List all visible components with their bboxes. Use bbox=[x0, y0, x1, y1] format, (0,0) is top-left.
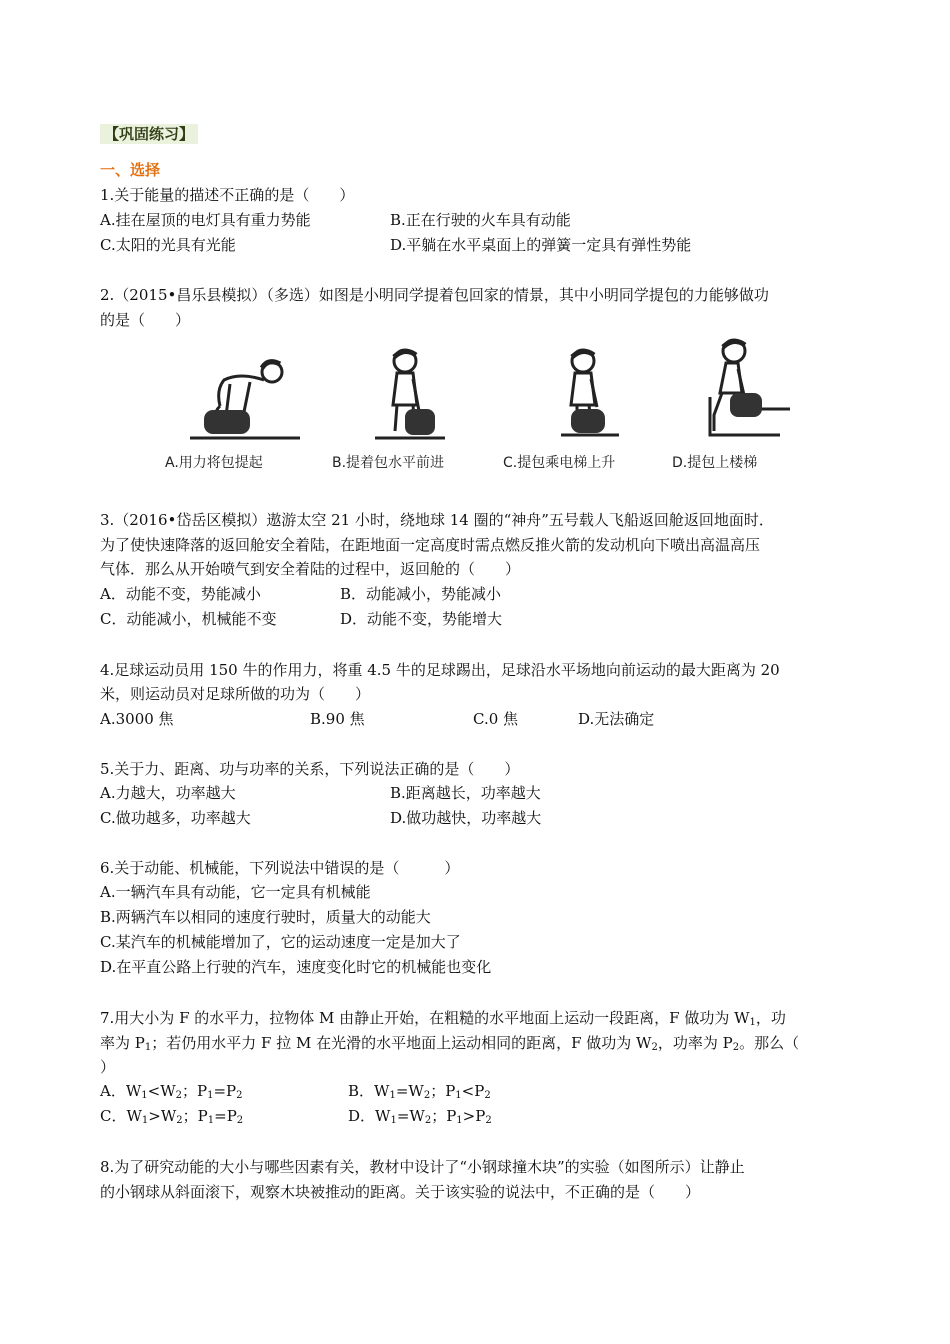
q5-option-b: B.距离越长，功率越大 bbox=[390, 784, 541, 802]
q7-option-c: C．$W_1>W_2$；$P_1=P_2$ bbox=[100, 1107, 244, 1126]
q6-stem: 6.关于动能、机械能，下列说法中错误的是（ ） bbox=[100, 859, 460, 877]
q4-option-b: B.90 焦 bbox=[310, 710, 365, 728]
q5-stem: 5.关于力、距离、功与功率的关系，下列说法正确的是（ ） bbox=[100, 760, 520, 778]
q1-option-a: A.挂在屋顶的电灯具有重力势能 bbox=[100, 211, 311, 229]
q6-option-c: C.某汽车的机械能增加了，它的运动速度一定是加大了 bbox=[100, 933, 461, 951]
q7-stem-line1: 7.用大小为 F 的水平力，拉物体 M 由静止开始，在粗糙的水平地面上运动一段距离，F 做功为 $W_1$，功 bbox=[100, 1009, 786, 1028]
q7-option-b: B．$W_1=W_2$；$P_1<P_2$ bbox=[348, 1082, 491, 1101]
q3-option-c: C．动能减小，机械能不变 bbox=[100, 610, 277, 628]
q3-option-d: D．动能不变，势能增大 bbox=[340, 610, 503, 628]
q2-figure-a bbox=[190, 350, 300, 445]
q4-stem-line1: 4.足球运动员用 150 牛的作用力，将重 4.5 牛的足球踢出，足球沿水平场地向前运动的最大距离为 20 bbox=[100, 661, 780, 679]
q6-option-a: A.一辆汽车具有动能，它一定具有机械能 bbox=[100, 883, 371, 901]
q8-stem-line1: 8.为了研究动能的大小与哪些因素有关，教材中设计了“小钢球撞木块”的实验（如图所示）让静止 bbox=[100, 1158, 745, 1176]
q3-stem-line3: 气体．那么从开始喷气到安全着陆的过程中，返回舱的（ ） bbox=[100, 560, 521, 578]
q1-stem: 1.关于能量的描述不正确的是（ ） bbox=[100, 186, 355, 204]
q5-option-d: D.做功越快，功率越大 bbox=[390, 809, 542, 827]
q6-option-b: B.两辆汽车以相同的速度行驶时，质量大的动能大 bbox=[100, 908, 431, 926]
q4-stem-line2: 米，则运动员对足球所做的功为（ ） bbox=[100, 685, 371, 703]
q3-option-a: A．动能不变，势能减小 bbox=[100, 585, 261, 603]
q1-option-b: B.正在行驶的火车具有动能 bbox=[390, 211, 571, 229]
q4-option-c: C.0 焦 bbox=[473, 710, 519, 728]
section-title: 【巩固练习】 bbox=[100, 124, 198, 144]
q7-option-d: D．$W_1=W_2$；$P_1>P_2$ bbox=[348, 1107, 492, 1126]
q2-figure-b bbox=[375, 345, 445, 445]
q7-stem-line3: ） bbox=[100, 1058, 116, 1076]
section-heading: 一、选择 bbox=[100, 161, 161, 179]
q4-option-d: D.无法确定 bbox=[578, 710, 655, 728]
q2-figure-d bbox=[690, 335, 800, 445]
q3-stem-line1: 3.（2016•岱岳区模拟）遨游太空 21 小时，绕地球 14 圈的“神舟”五号载人飞船返回舱返回地面时． bbox=[100, 511, 774, 529]
q2-stem-line2: 的是（ ） bbox=[100, 311, 191, 329]
q8-stem-line2: 的小钢球从斜面滚下，观察木块被推动的距离。关于该实验的说法中，不正确的是（ ） bbox=[100, 1183, 701, 1201]
q2-stem-line1: 2.（2015•昌乐县模拟）（多选）如图是小明同学提着包回家的情景，其中小明同学提包的力能够做功 bbox=[100, 286, 769, 304]
q2-figure-label-a: A.用力将包提起 bbox=[165, 455, 263, 471]
q2-figure-label-c: C.提包乘电梯上升 bbox=[503, 455, 616, 471]
q4-option-a: A.3000 焦 bbox=[100, 710, 174, 728]
q2-figure-label-b: B.提着包水平前进 bbox=[332, 455, 445, 471]
q6-option-d: D.在平直公路上行驶的汽车，速度变化时它的机械能也变化 bbox=[100, 958, 492, 976]
q5-option-c: C.做功越多，功率越大 bbox=[100, 809, 251, 827]
q1-option-d: D.平躺在水平桌面上的弹簧一定具有弹性势能 bbox=[390, 236, 692, 254]
q3-option-b: B．动能减小，势能减小 bbox=[340, 585, 502, 603]
q5-option-a: A.力越大，功率越大 bbox=[100, 784, 236, 802]
q2-figure-c bbox=[555, 345, 625, 445]
q2-figure-label-d: D.提包上楼梯 bbox=[672, 455, 758, 471]
q7-stem-line2: 率为 $P_1$；若仍用水平力 F 拉 M 在光滑的水平地面上运动相同的距离，F 做功为 $W_2$，功率为 $P_2$。那么（ bbox=[100, 1034, 800, 1053]
q7-option-a: A．$W_1<W_2$；$P_1=P_2$ bbox=[100, 1082, 243, 1101]
q1-option-c: C.太阳的光具有光能 bbox=[100, 236, 236, 254]
q3-stem-line2: 为了使快速降落的返回舱安全着陆，在距地面一定高度时需点燃反推火箭的发动机向下喷出高温高压 bbox=[100, 536, 761, 554]
